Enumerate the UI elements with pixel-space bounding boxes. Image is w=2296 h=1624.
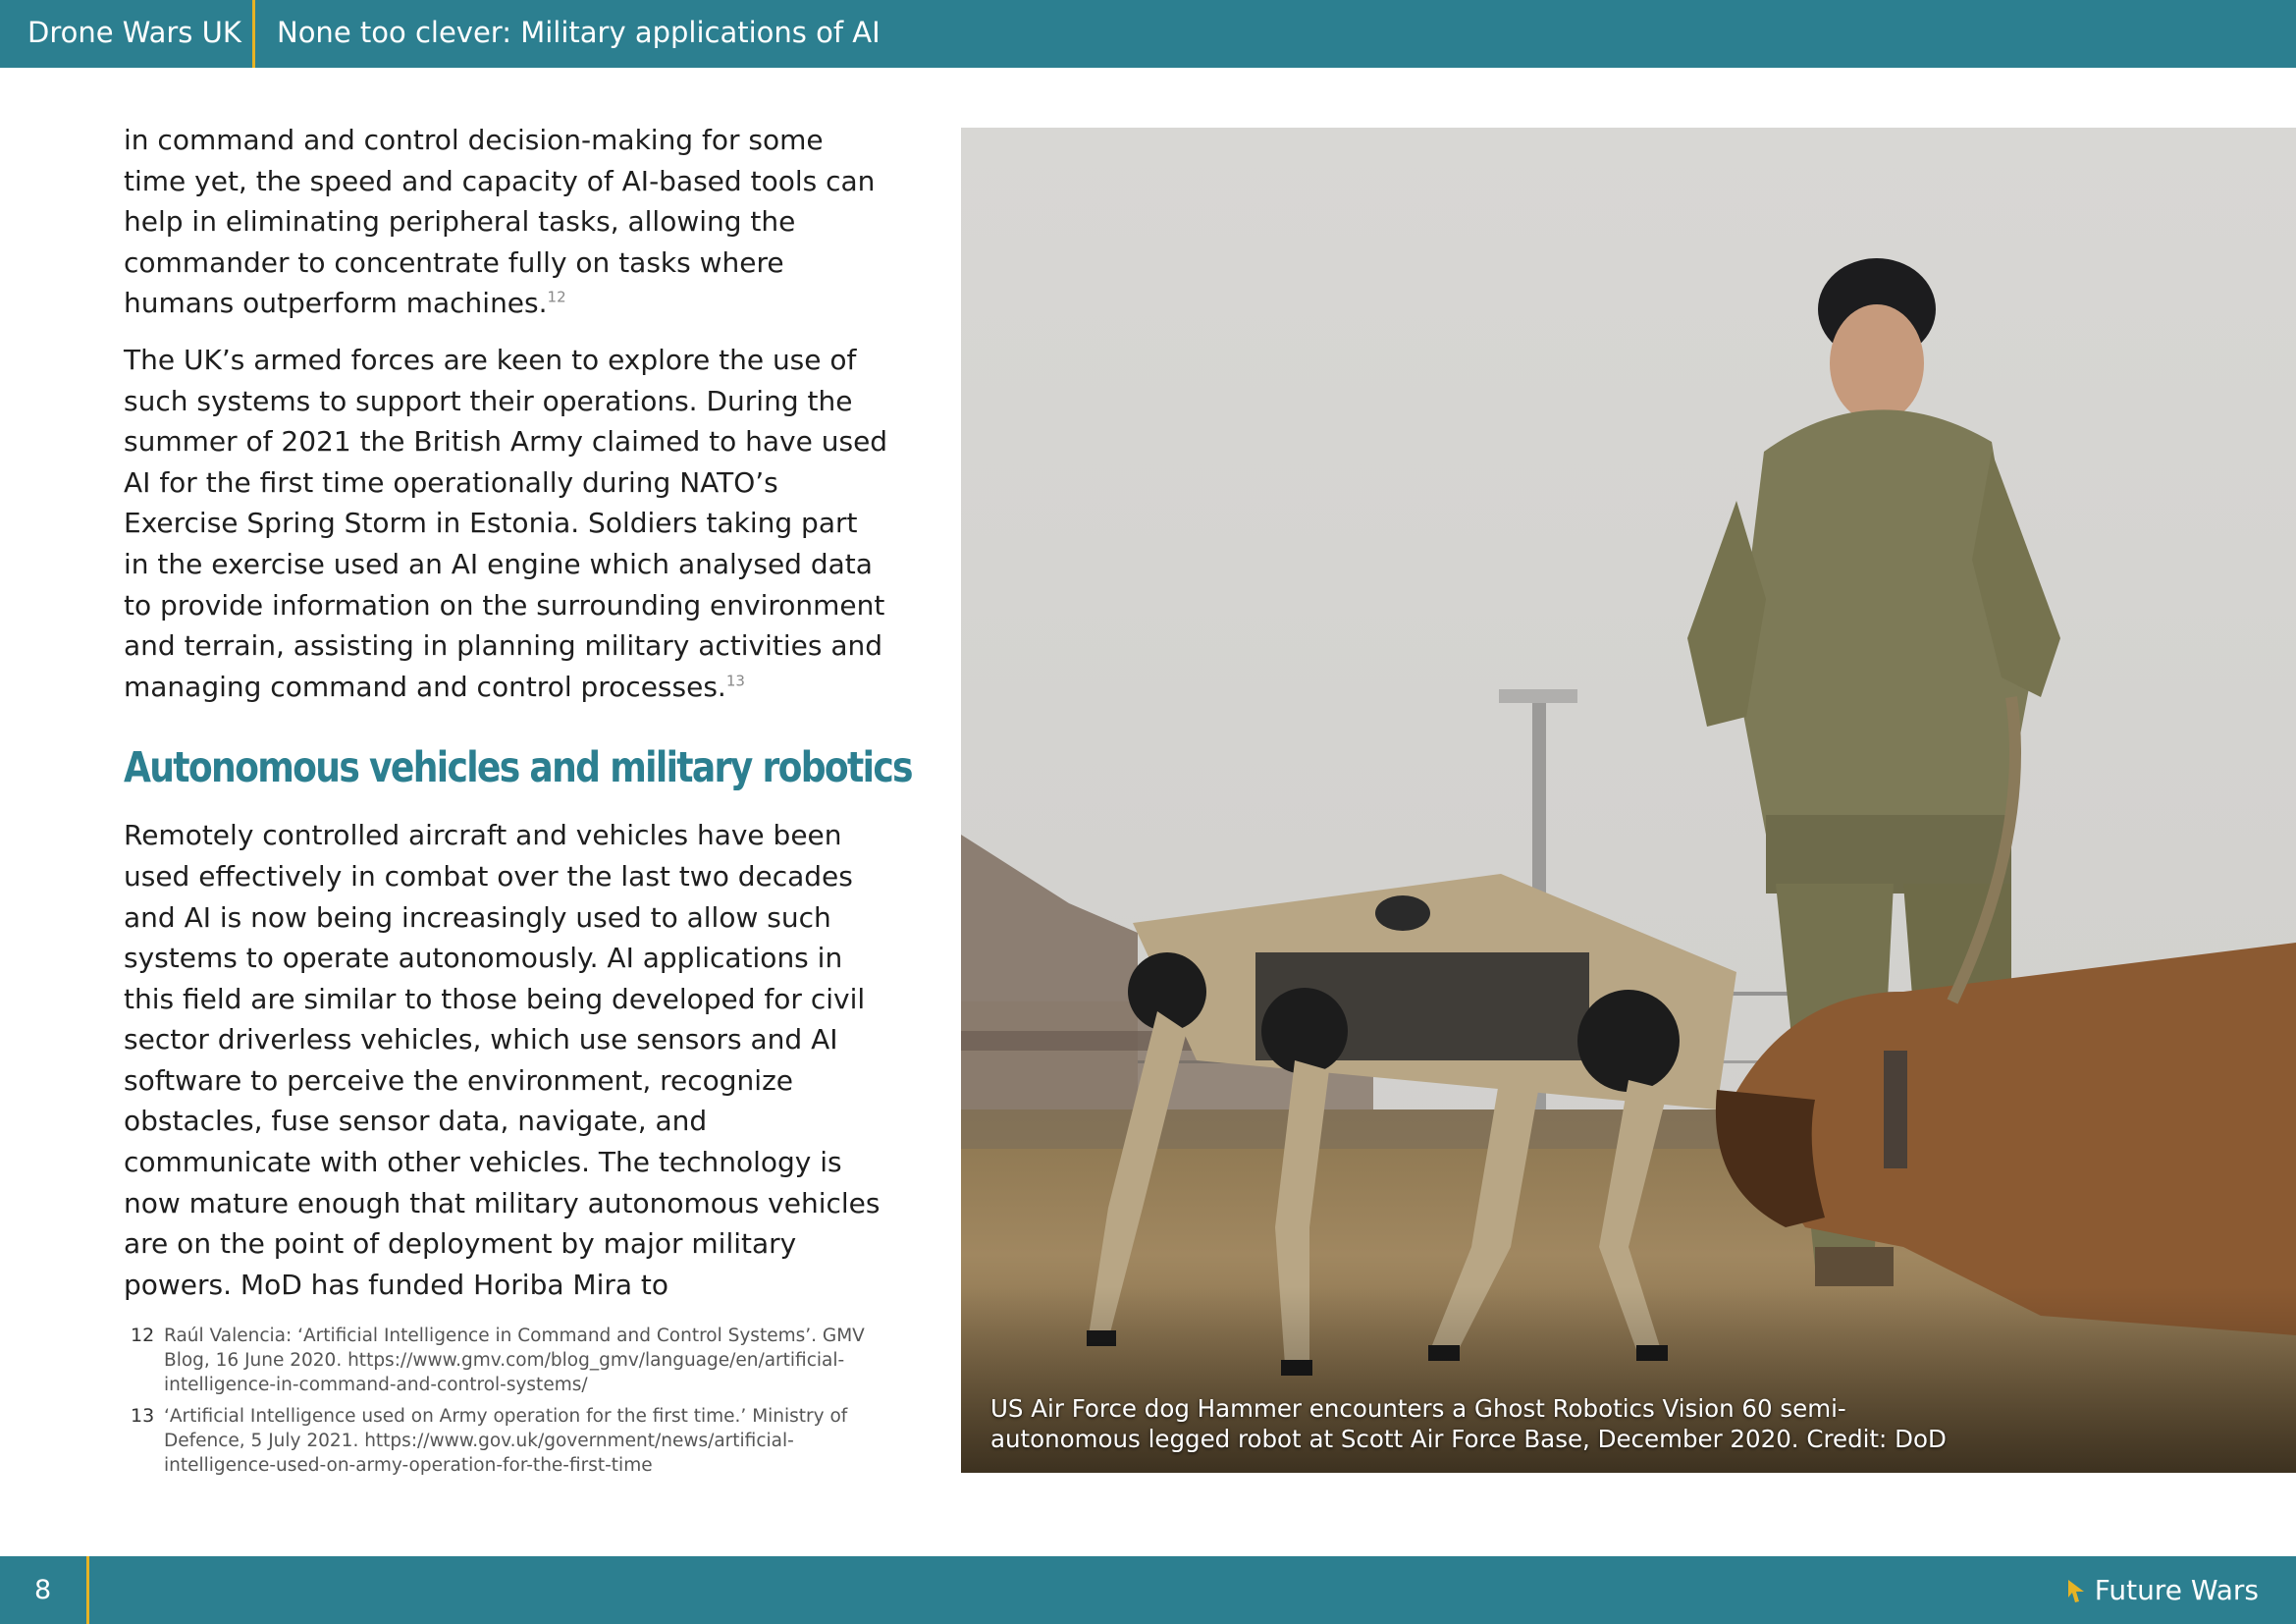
footnote-13 <box>124 1404 889 1478</box>
paragraph-2-text: The UK’s armed forces are keen to explore the use of such systems to support their operations. During the summer of 2021 the British Army claimed to have used AI for the first time operationally during NATO’s Exercise Spring Storm in Estonia. Soldiers taking part in the exercise used an AI engine which analysed data to provide information on the surrounding environment and terrain, assisting in planning military activities and managing command and control processes. <box>124 343 888 703</box>
paragraph-1 <box>124 120 889 324</box>
photo-illustration <box>961 128 2296 1473</box>
document-title: None too clever: Military applications of AI <box>277 16 881 49</box>
paragraph-1-text: in command and control decision-making for some time yet, the speed and capacity of AI-based tools can help in eliminating peripheral tasks, allowing the commander to concentrate fully on tasks where humans outperform machines. <box>124 124 876 320</box>
footnote-number: 13 <box>131 1405 155 1427</box>
drone-logo-icon <box>2065 1578 2087 1603</box>
header-bar <box>0 0 2296 68</box>
paragraph-3: Remotely controlled aircraft and vehicles have been used effectively in combat over the last two decades and AI is now being increasingly used to allow such systems to operate autonomously. AI applications in this field are similar to those being developed for civil sector driverless vehicles, which use sensors and AI software to perceive the environment, recognize obstacles, fuse sensor data, navigate, and communicate with other vehicles. The technology is now mature enough that military autonomous vehicles are on the point of deployment by major military powers. MoD has funded Horiba Mira to <box>124 819 881 1301</box>
publication-name: Future Wars <box>2094 1574 2259 1606</box>
footnote-12 <box>124 1324 889 1397</box>
photo-caption: US Air Force dog Hammer encounters a Ghost Robotics Vision 60 semi-autonomous legged robot at Scott Air Force Base, December 2020. Credit: DoD <box>990 1394 1947 1453</box>
footnote-number: 12 <box>131 1325 155 1346</box>
footnote-ref-13[interactable]: 13 <box>725 672 745 690</box>
footnote-text: Raúl Valencia: ‘Artificial Intelligence in Command and Control Systems’. GMV Blog, 16 June 2020. https://www.gmv.com/blog_gmv/language/en/artificial-intelligence-in-command-and-control-systems/ <box>164 1326 865 1395</box>
footnotes <box>124 1324 889 1485</box>
header-divider <box>252 0 255 68</box>
paragraph-2 <box>124 340 889 707</box>
page-number: 8 <box>34 1575 52 1605</box>
footer-divider <box>86 1556 89 1624</box>
publication-label <box>2065 1556 2259 1624</box>
photo-robot-dog-soldier <box>961 128 2296 1473</box>
section-heading: Autonomous vehicles and military robotics <box>124 743 912 793</box>
footnote-text: ‘Artificial Intelligence used on Army operation for the first time.’ Ministry of Defence, 5 July 2021. https://www.gov.uk/government/news/artificial-intelligence-used-on-army-operation-for-the-first-time <box>164 1406 848 1476</box>
text-column <box>124 120 912 1321</box>
organization-name: Drone Wars UK <box>27 16 241 49</box>
footnote-ref-12[interactable]: 12 <box>547 289 566 307</box>
footer-bar <box>0 1556 2296 1624</box>
